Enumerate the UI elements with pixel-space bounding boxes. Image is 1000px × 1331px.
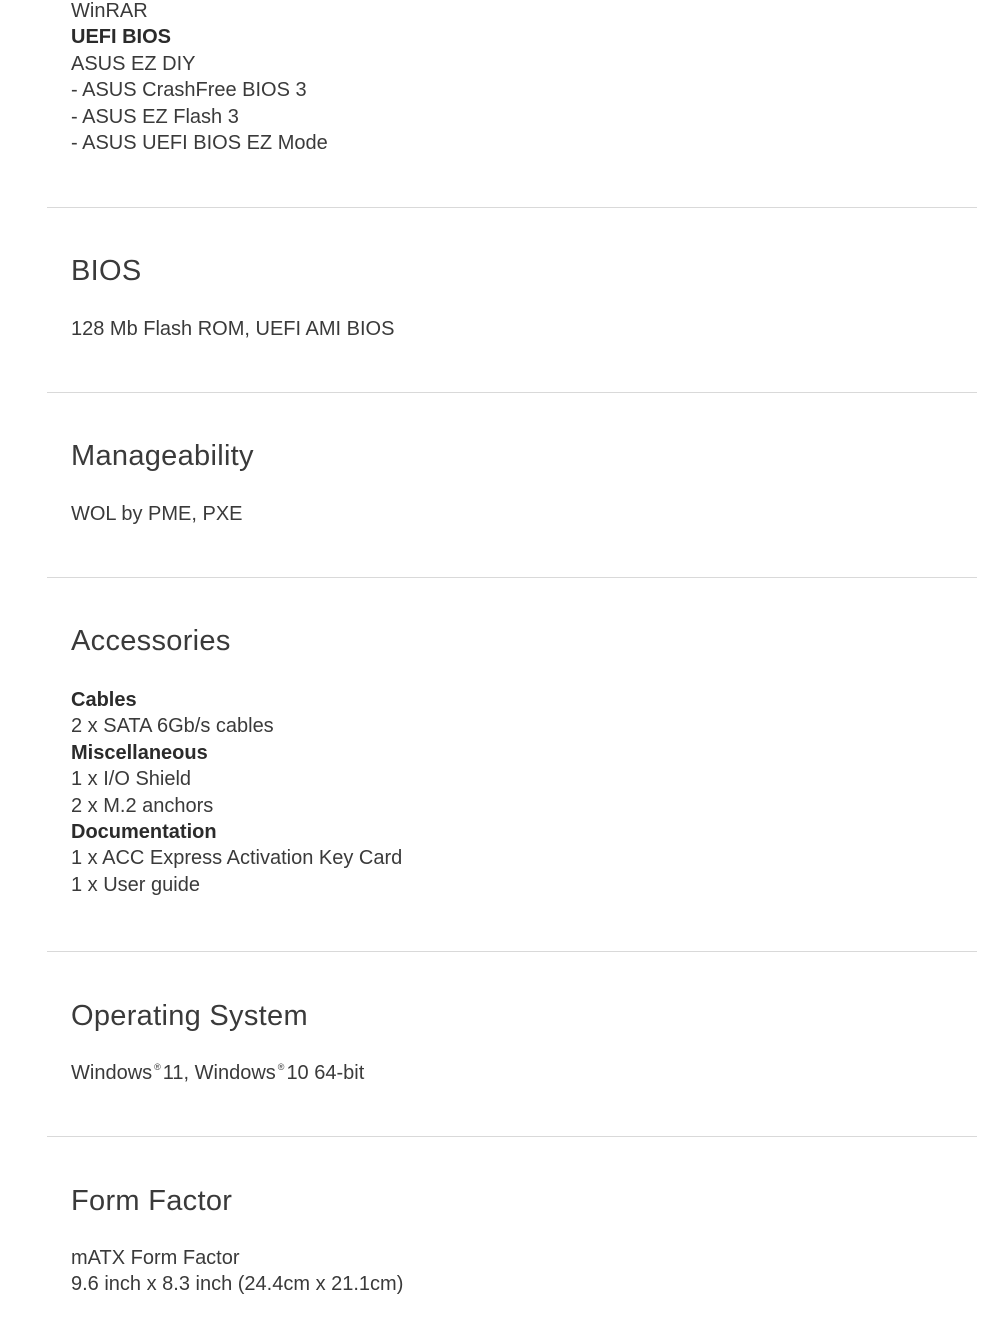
spec-line: - ASUS EZ Flash 3 (71, 105, 239, 128)
spec-line: WinRAR (71, 0, 148, 22)
section-body-operating-system (71, 1060, 951, 1089)
section-body-manageability (71, 501, 951, 527)
spec-line: 1 x User guide (71, 873, 200, 896)
spec-subheading: UEFI BIOS (71, 26, 172, 49)
spec-line: 128 Mb Flash ROM, UEFI AMI BIOS (71, 318, 395, 340)
os-version-text: 10 64-bit (286, 1062, 365, 1084)
spec-line: 1 x I/O Shield (71, 768, 192, 791)
spec-subheading: Miscellaneous (71, 741, 208, 764)
spec-line: WOL by PME, PXE (71, 503, 243, 525)
section-divider (47, 207, 977, 208)
section-body-form-factor (71, 1245, 951, 1298)
section-title-manageability: Manageability (71, 440, 254, 472)
os-version-text: 11, Windows (162, 1062, 276, 1084)
spec-line: 9.6 inch x 8.3 inch (24.4cm x 21.1cm) (71, 1273, 404, 1296)
spec-line: mATX Form Factor (71, 1247, 240, 1269)
spec-line: - ASUS UEFI BIOS EZ Mode (71, 132, 328, 155)
trademark-mark: ® (277, 1062, 285, 1072)
spec-line: ASUS EZ DIY (71, 52, 196, 75)
spec-line: 2 x M.2 anchors (71, 794, 214, 817)
os-windows-label: Windows (71, 1062, 153, 1084)
trademark-mark: ® (154, 1062, 161, 1072)
spec-subheading: Documentation (71, 821, 217, 844)
section-body-accessories (71, 687, 951, 898)
spec-line: 1 x ACC Express Activation Key Card (71, 847, 403, 870)
section-title-bios: BIOS (71, 255, 142, 287)
section-divider (47, 577, 977, 578)
section-title-accessories: Accessories (71, 625, 231, 657)
section-title-operating-system: Operating System (71, 1000, 308, 1032)
software-features-list (71, 0, 951, 156)
section-divider (47, 1136, 977, 1137)
spec-line (71, 1060, 951, 1089)
spec-line: - ASUS CrashFree BIOS 3 (71, 79, 307, 102)
section-title-form-factor: Form Factor (71, 1185, 233, 1217)
section-divider (47, 392, 977, 393)
spec-line: 2 x SATA 6Gb/s cables (71, 715, 274, 738)
spec-subheading: Cables (71, 689, 137, 711)
section-body-bios (71, 316, 951, 342)
section-divider (47, 951, 977, 952)
